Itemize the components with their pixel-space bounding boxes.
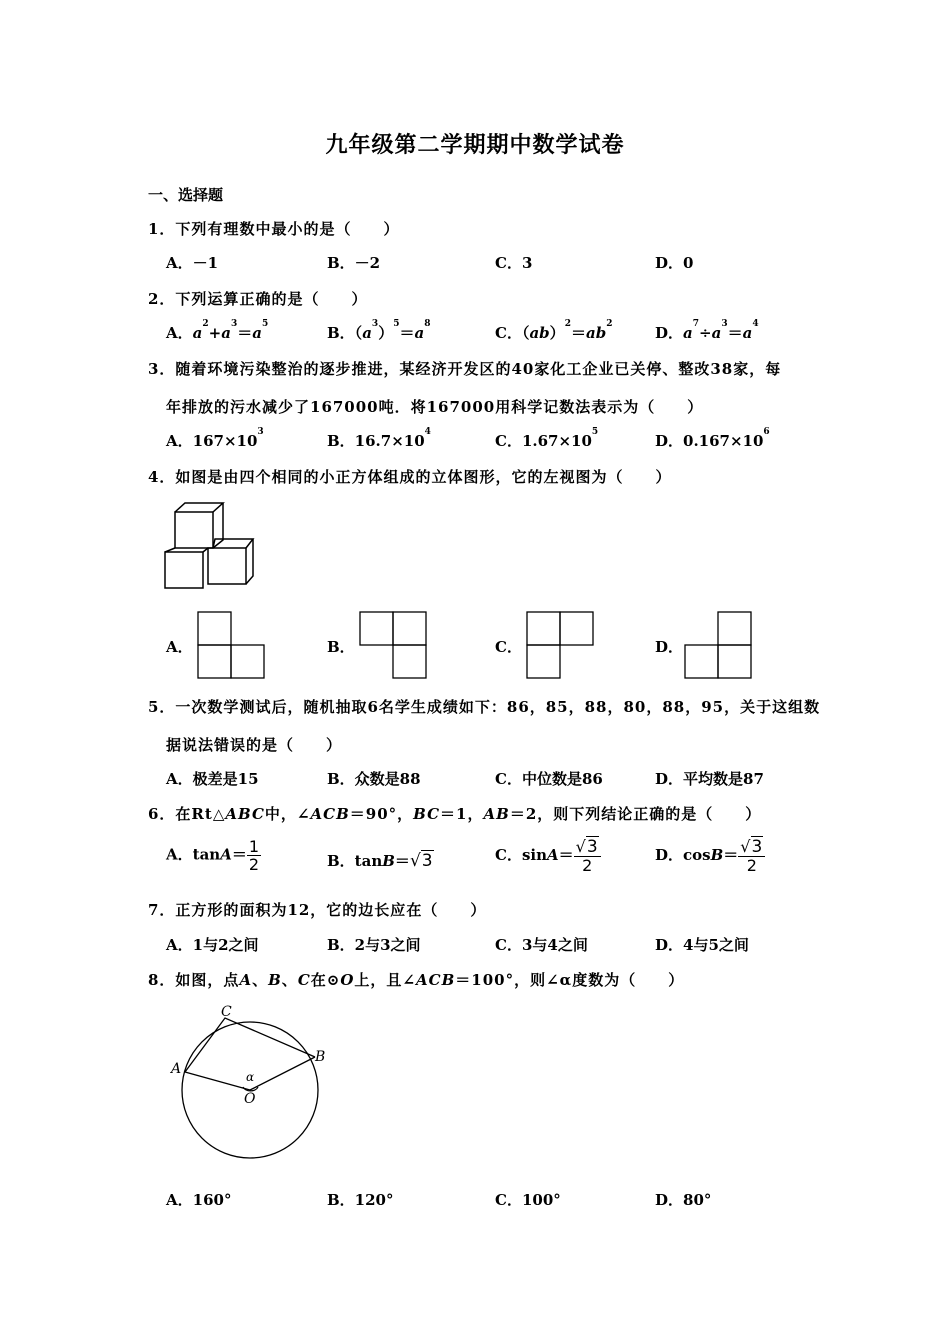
- question-3-line-2: 年排放的污水减少了167000吨．将167000用科学记数法表示为（ ）: [166, 398, 704, 416]
- q3-option-c: C．$1.67\times 10^5$: [495, 427, 599, 450]
- figure-label-b: B: [315, 1049, 326, 1065]
- q8-option-b: B．120°: [327, 1191, 394, 1209]
- q4-option-d-figure: [684, 611, 752, 679]
- question-1-stem: 1．下列有理数中最小的是（ ）: [148, 220, 400, 238]
- fraction-sqrt3-over-2: $\frac{√3}{2}$: [738, 838, 765, 874]
- figure-label-c: C: [221, 1004, 232, 1020]
- q7-option-c: C．3与4之间: [495, 936, 588, 954]
- q2-option-d: D．$a^7\div a^3=a^4$: [655, 319, 759, 342]
- cube-solid-figure: [160, 500, 260, 595]
- q7-option-d: D．4与5之间: [655, 936, 749, 954]
- q2-option-c: C．$(ab)^2=ab^2$: [495, 319, 613, 342]
- circle-geometry-figure: [165, 1005, 335, 1165]
- q6-option-c: C．sinA＝ $\frac{√3}{2}$: [495, 838, 601, 874]
- question-2-stem: 2．下列运算正确的是（ ）: [148, 290, 368, 308]
- q1-option-c: C．3: [495, 254, 533, 272]
- q7-option-a: A．1与2之间: [166, 936, 259, 954]
- q4-option-b-figure: [359, 611, 427, 679]
- q8-option-a: A．160°: [166, 1191, 232, 1209]
- q1-option-b: B．－2: [327, 254, 381, 272]
- q6-option-a: A．tanA＝ $\frac{1}{2}$: [166, 837, 260, 874]
- q4-option-c-figure: [526, 611, 594, 679]
- q2-option-a: A．$a^2+a^3=a^5$: [166, 319, 269, 342]
- q8-option-c: C．100°: [495, 1191, 561, 1209]
- figure-label-a: A: [171, 1061, 182, 1077]
- question-7-stem: 7．正方形的面积为12，它的边长应在（ ）: [148, 901, 487, 919]
- question-5-line-2: 据说法错误的是（ ）: [166, 736, 343, 754]
- question-4-stem: 4．如图是由四个相同的小正方体组成的立体图形，它的左视图为（ ）: [148, 468, 672, 486]
- q3-option-a: A．$167\times 10^3$: [166, 427, 264, 450]
- q4-option-b-label: B．: [327, 638, 355, 656]
- q4-option-d-label: D．: [655, 638, 684, 656]
- q4-option-c-label: C．: [495, 638, 522, 656]
- q5-option-a: A．极差是15: [166, 770, 259, 788]
- q4-option-a-label: A．: [166, 638, 193, 656]
- q1-option-a: A．－1: [166, 254, 219, 272]
- q2-option-b: B．$(a^3)^5=a^8$: [327, 319, 431, 342]
- question-3-line-1: 3．随着环境污染整治的逐步推进，某经济开发区的40家化工企业已关停、整改38家，每: [148, 360, 782, 378]
- q6-option-b: B．tanB＝√3: [327, 851, 433, 871]
- question-5-line-1: 5．一次数学测试后，随机抽取6名学生成绩如下：86，85，88，80，88，95，关于这组数: [148, 698, 821, 716]
- fraction-one-half: $\frac{1}{2}$: [248, 837, 260, 874]
- page-title: 九年级第二学期期中数学试卷: [325, 132, 625, 158]
- q5-option-b: B．众数是88: [327, 770, 421, 788]
- q3-option-d: D．$0.167\times 10^6$: [655, 427, 770, 450]
- sqrt-three: √3: [409, 851, 433, 871]
- question-8-stem: 8．如图，点A、B、C在⊙O上，且∠ACB＝100°，则∠α度数为（ ）: [148, 971, 685, 989]
- q5-option-c: C．中位数是86: [495, 770, 603, 788]
- q1-option-d: D．0: [655, 254, 694, 272]
- q5-option-d: D．平均数是87: [655, 770, 764, 788]
- q8-option-d: D．80°: [655, 1191, 712, 1209]
- q7-option-b: B．2与3之间: [327, 936, 421, 954]
- fraction-sqrt3-over-2: $\frac{√3}{2}$: [574, 838, 601, 874]
- q4-option-a-figure: [197, 611, 265, 679]
- figure-label-o: O: [244, 1091, 256, 1107]
- section-heading: 一、选择题: [148, 186, 224, 204]
- question-6-stem: 6．在Rt△ABC中，∠ACB＝90°，BC＝1，AB＝2，则下列结论正确的是（ ）: [148, 805, 762, 823]
- q3-option-b: B．$16.7\times 10^4$: [327, 427, 431, 450]
- figure-label-alpha: α: [246, 1070, 255, 1084]
- q6-option-d: D．cosB＝ $\frac{√3}{2}$: [655, 838, 765, 874]
